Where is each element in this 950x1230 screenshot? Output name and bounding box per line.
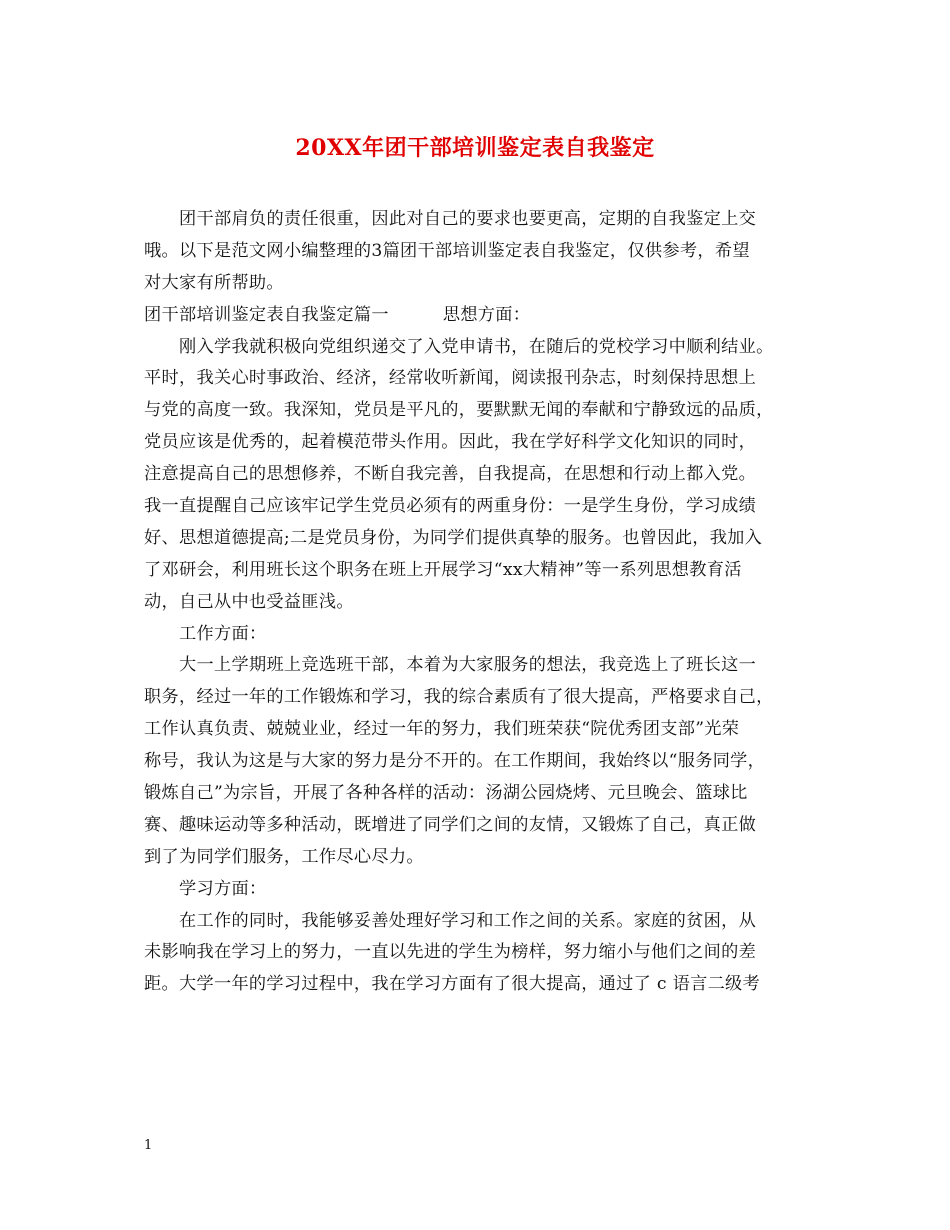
document-body (144, 204, 814, 1001)
work-line: 工作认真负责、兢兢业业，经过一年的努力，我们班荣获“院优秀团支部”光荣 (144, 719, 740, 740)
section-heading-subtitle: 思想方面： (442, 304, 531, 325)
intro-line: 团干部肩负的责任很重，因此对自己的要求也要更高，定期的自我鉴定上交 (179, 209, 757, 229)
page-number: 1 (144, 1138, 153, 1153)
thought-line: 我一直提醒自己应该牢记学生党员必须有的两重身份：一是学生身份，学习成绩 (144, 496, 757, 517)
study-line: 在工作的同时，我能够妥善处理好学习和工作之间的关系。家庭的贫困，从 (179, 910, 757, 931)
section-heading-title: 团干部培训鉴定表自我鉴定篇一 (144, 304, 389, 325)
work-line: 赛、趣味运动等多种活动，既增进了同学们之间的友情，又锻炼了自己，真正做 (144, 814, 757, 835)
thought-line: 了邓研会，利用班长这个职务在班上开展学习“xx大精神”等一系列思想教育活 (144, 559, 742, 580)
intro-line: 哦。以下是范文网小编整理的3篇团干部培训鉴定表自我鉴定，仅供参考，希望 (144, 240, 750, 261)
thought-line: 注意提高自己的思想修养，不断自我完善，自我提高，在思想和行动上都入党。 (144, 464, 757, 485)
thought-line: 平时，我关心时事政治、经济，经常收听新闻，阅读报刊杂志，时刻保持思想上 (144, 368, 757, 389)
thought-line: 好、思想道德提高;二是党员身份，为同学们提供真挚的服务。也曾因此，我加入 (144, 527, 763, 548)
work-line: 锻炼自己”为宗旨，开展了各种各样的活动：汤湖公园烧烤、元旦晚会、篮球比 (144, 783, 748, 804)
work-line: 称号，我认为这是与大家的努力是分不开的。在工作期间，我始终以“服务同学， (144, 751, 766, 772)
thought-line: 与党的高度一致。我深知，党员是平凡的，要默默无闻的奉献和宁静致远的品质， (144, 400, 774, 421)
work-heading: 工作方面： (179, 623, 267, 644)
work-line: 大一上学期班上竞选班干部，本着为大家服务的想法，我竞选上了班长这一 (179, 655, 757, 676)
document-title: 20XX年团干部培训鉴定表自我鉴定 (295, 135, 655, 161)
work-line: 职务，经过一年的工作锻炼和学习，我的综合素质有了很大提高，严格要求自己， (144, 687, 774, 708)
study-line: 未影响我在学习上的努力，一直以先进的学生为榜样，努力缩小与他们之间的差 (144, 942, 757, 963)
study-heading: 学习方面： (179, 878, 267, 899)
work-line: 到了为同学们服务，工作尽心尽力。 (144, 846, 424, 867)
thought-line: 党员应该是优秀的，起着模范带头作用。因此，我在学好科学文化知识的同时， (144, 432, 757, 453)
study-line: 距。大学一年的学习过程中，我在学习方面有了很大提高，通过了 c 语言二级考 (144, 974, 761, 995)
thought-line: 动，自己从中也受益匪浅。 (144, 591, 354, 612)
intro-line: 对大家有所帮助。 (144, 272, 284, 293)
section-heading (144, 300, 814, 332)
thought-line: 刚入学我就积极向党组织递交了入党申请书，在随后的党校学习中顺利结业。 (179, 336, 774, 357)
